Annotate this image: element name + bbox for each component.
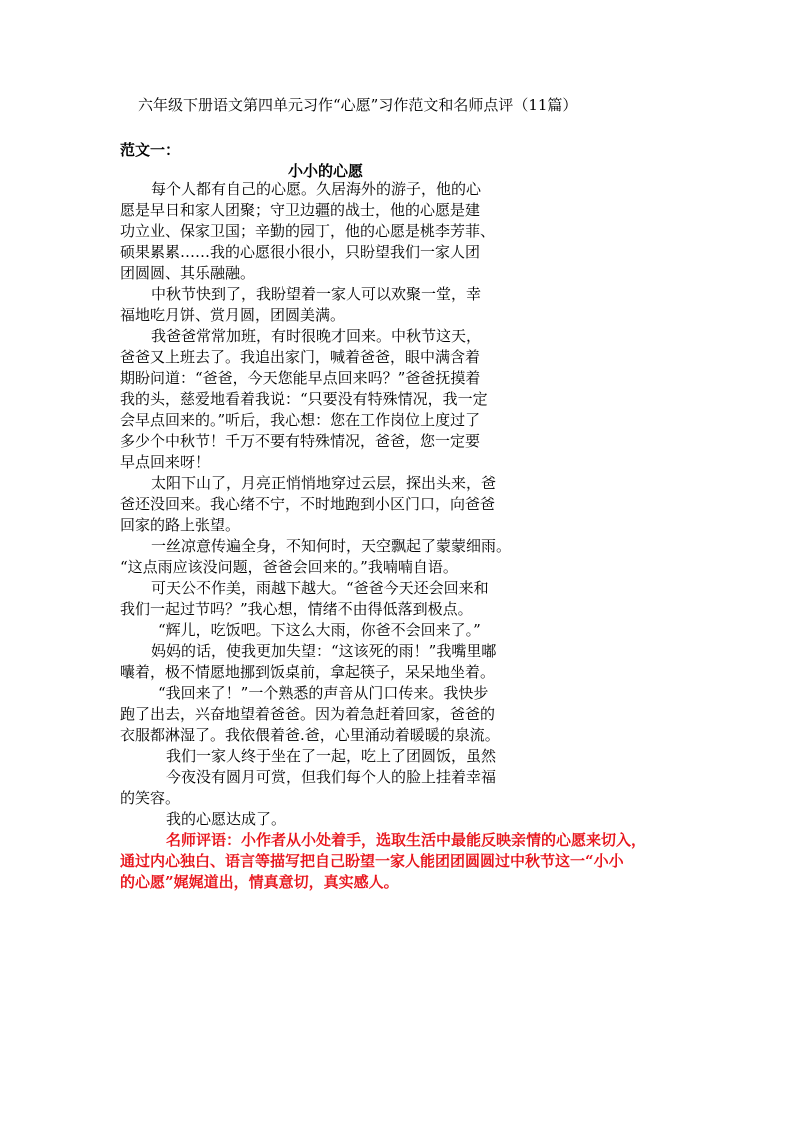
essay-line: 今夜没有圆月可赏，但我们每个人的脸上挂着幸福 <box>166 768 497 786</box>
essay-line: “辉儿，吃饭吧。下这么大雨，你爸不会回来了。” <box>158 621 481 639</box>
essay-line: 功立业、保家卫国；辛勤的园丁，他的心愿是桃李芳菲、 <box>120 222 496 240</box>
essay-line: 一丝凉意传遍全身，不知何时，天空飘起了蒙蒙细雨。 <box>151 537 512 555</box>
essay-line: 硕果累累……我的心愿很小很小，只盼望我们一家人团 <box>120 243 481 261</box>
essay-line: 我的心愿达成了。 <box>166 810 287 828</box>
comment-line: 通过内心独白、语言等描写把自己盼望一家人能团团圆圆过中秋节这一“小小 <box>120 852 624 870</box>
essay-line: 囔着，极不情愿地挪到饭桌前，拿起筷子，呆呆地坐着。 <box>120 663 496 681</box>
essay-line: 会早点回来的。”听后，我心想：您在工作岗位上度过了 <box>120 411 481 429</box>
essay-line: “我回来了！”一个熟悉的声音从门口传来。我快步 <box>158 684 489 702</box>
essay-line: 我们一起过节吗？”我心想，情绪不由得低落到极点。 <box>120 600 473 618</box>
essay-line: 我的头，慈爱地看着我说：“只要没有特殊情况，我一定 <box>120 390 488 408</box>
essay-line: 可天公不作美，雨越下越大。“爸爸今天还会回来和 <box>151 579 489 597</box>
essay-line: 我爸爸常常加班，有时很晚才回来。中秋节这天， <box>151 327 482 345</box>
document-title: 六年级下册语文第四单元习作“心愿”习作范文和名师点评（11篇） <box>138 96 578 114</box>
essay-line: 愿是早日和家人团聚；守卫边疆的战士，他的心愿是建 <box>120 201 481 219</box>
essay-line: 衣服都淋湿了。我依偎着爸.爸，心里涌动着暖暖的泉流。 <box>120 726 500 744</box>
essay-line: “这点雨应该没问题，爸爸会回来的。”我喃喃自语。 <box>120 558 458 576</box>
essay-line: 跑了出去，兴奋地望着爸爸。因为着急赶着回家，爸爸的 <box>120 705 496 723</box>
section-label: 范文一： <box>120 141 181 159</box>
comment-line: 名师评语：小作者从小处着手，选取生活中最能反映亲情的心愿来切入， <box>166 831 647 849</box>
essay-line: 中秋节快到了，我盼望着一家人可以欢聚一堂，幸 <box>151 285 482 303</box>
essay-line: 爸还没回来。我心绪不宁，不时地跑到小区门口，向爸爸 <box>120 495 496 513</box>
essay-line: 早点回来呀！ <box>120 453 211 471</box>
essay-title: 小小的心愿 <box>288 162 364 180</box>
essay-line: 团圆圆、其乐融融。 <box>120 264 256 282</box>
essay-line: 太阳下山了，月亮正悄悄地穿过云层，探出头来，爸 <box>151 474 497 492</box>
essay-line: 我们一家人终于坐在了一起，吃上了团圆饭，虽然 <box>166 747 497 765</box>
essay-line: 多少个中秋节！千万不要有特殊情况，爸爸，您一定要 <box>120 432 481 450</box>
essay-line: 爸爸又上班去了。我追出家门，喊着爸爸，眼中满含着 <box>120 348 481 366</box>
essay-line: 回家的路上张望。 <box>120 516 241 534</box>
essay-line: 期盼问道：“爸爸，今天您能早点回来吗？”爸爸抚摸着 <box>120 369 481 387</box>
comment-line: 的心愿”娓娓道出，情真意切，真实感人。 <box>120 873 399 891</box>
essay-line: 每个人都有自己的心愿。久居海外的游子，他的心 <box>151 180 482 198</box>
essay-line: 福地吃月饼、赏月圆，团圆美满。 <box>120 306 346 324</box>
essay-line: 妈妈的话，使我更加失望：“这该死的雨！”我嘴里嘟 <box>151 642 497 660</box>
essay-line: 的笑容。 <box>120 789 181 807</box>
